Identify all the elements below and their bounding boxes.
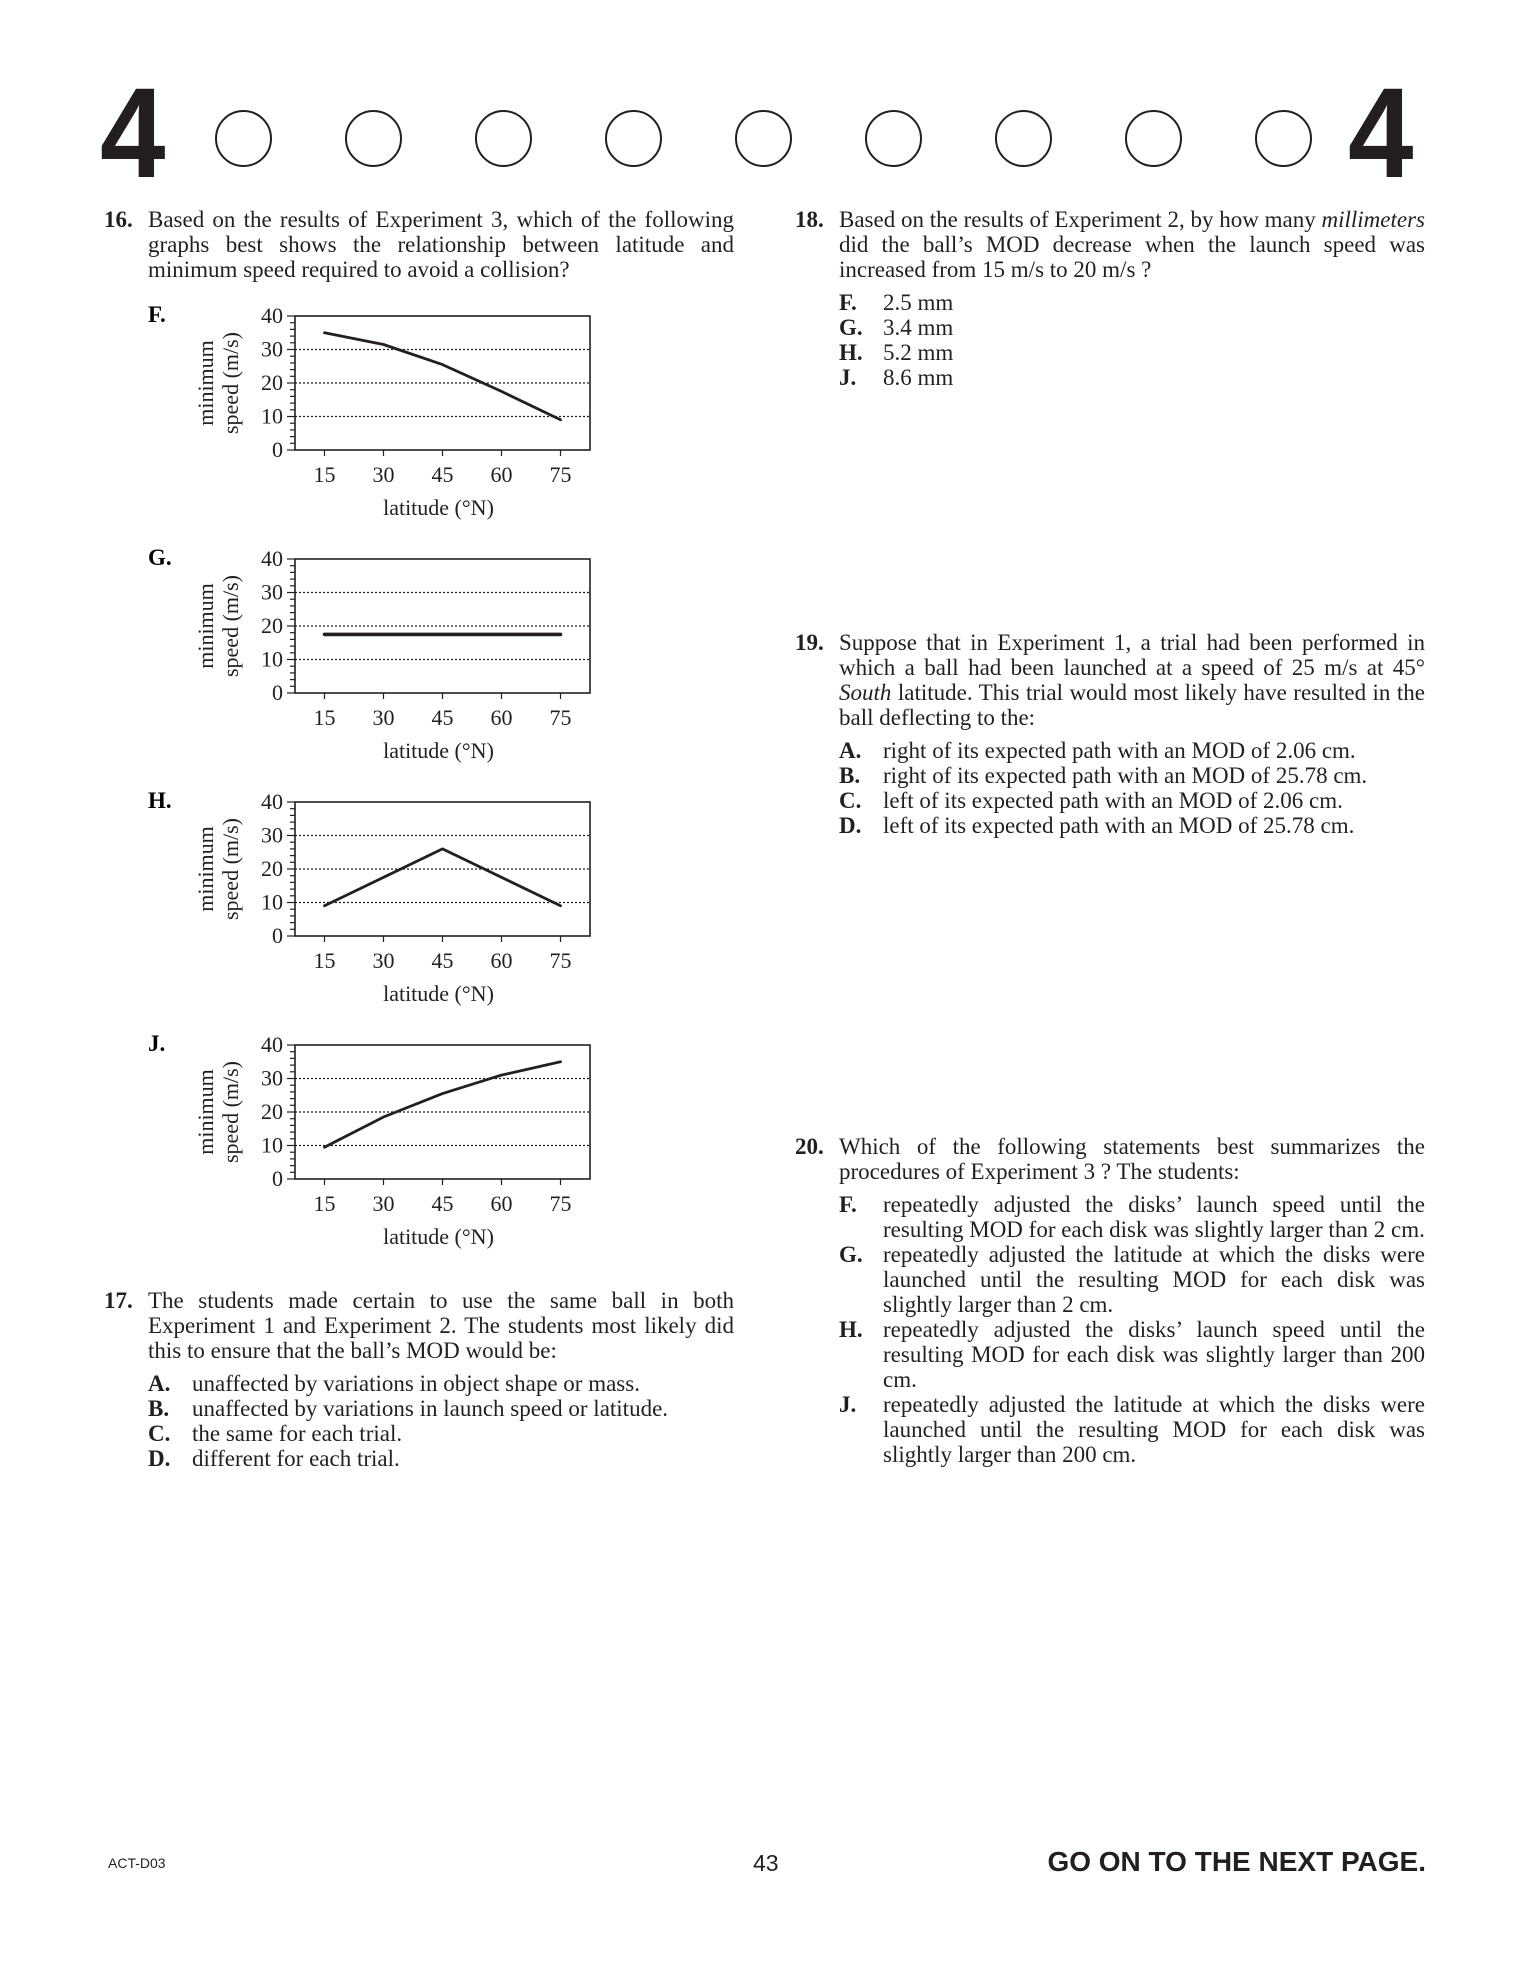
y-axis-title-line2: speed (m/s) [218,331,243,435]
option-text: 3.4 mm [883,315,954,340]
y-tick-label: 20 [261,370,283,395]
x-tick-label: 75 [549,948,572,973]
x-tick-label: 45 [431,462,454,487]
stem-emphasis: millimeters [1321,207,1425,232]
x-tick-label: 30 [372,948,395,973]
x-axis-title: latitude (°N) [383,495,494,520]
y-axis-title-line1: minimum [193,826,218,912]
y-tick-label: 40 [261,1032,283,1057]
question-20 [795,1134,1425,1467]
answer-option-j[interactable] [839,1392,1425,1467]
chart-option-h[interactable] [140,786,600,1026]
y-axis-title-line2: speed (m/s) [218,1060,243,1164]
x-tick-label: 30 [372,462,395,487]
y-tick-label: 10 [261,1132,283,1158]
x-axis-title: latitude (°N) [383,981,494,1006]
go-on-notice: GO ON TO THE NEXT PAGE. [1047,1846,1426,1877]
answer-option-d[interactable] [148,1446,734,1471]
y-tick-label: 30 [261,336,283,362]
header-circle [1125,110,1182,167]
answer-options [148,1371,734,1471]
form-code: ACT-D03 [108,1855,166,1871]
question-number: 19. [795,630,824,655]
header-circle [865,110,922,167]
x-tick-label: 15 [313,948,336,973]
answer-option-h[interactable] [839,1317,1425,1392]
answer-option-a[interactable] [148,1371,734,1396]
question-number: 17. [104,1288,133,1313]
option-letter: C. [839,788,862,813]
option-letter: B. [148,1396,170,1421]
answer-options [839,738,1425,838]
option-text: the same for each trial. [192,1421,403,1446]
question-16 [104,207,734,282]
x-tick-label: 75 [549,462,572,487]
chart-option-letter: G. [148,545,172,570]
y-axis-title-line2: speed (m/s) [218,817,243,921]
option-text: repeatedly adjusted the latitude at which the disks were launched until the resulting MOD for each disk was slightly larger than 200 cm. [883,1392,1425,1467]
x-tick-label: 15 [313,462,336,487]
header-circle [475,110,532,167]
x-tick-label: 15 [313,1191,336,1216]
x-tick-label: 75 [549,1191,572,1216]
header-circle [215,110,272,167]
option-letter: H. [839,1317,863,1342]
chart-option-letter: F. [148,302,166,327]
question-number: 20. [795,1134,824,1159]
option-text: left of its expected path with an MOD of 25.78 cm. [883,813,1355,838]
y-tick-label: 0 [272,923,283,948]
answer-option-f[interactable] [839,290,1425,315]
y-tick-label: 30 [261,579,283,605]
option-letter: J. [839,1392,857,1417]
y-tick-label: 10 [261,646,283,672]
option-text: right of its expected path with an MOD of 25.78 cm. [883,763,1368,788]
answer-option-g[interactable] [839,1242,1425,1317]
y-tick-label: 30 [261,1065,283,1091]
header-circle [345,110,402,167]
question-stem: Which of the following statements best summarizes the procedures of Experiment 3 ? The students: [839,1134,1425,1184]
option-letter: C. [148,1421,171,1446]
x-tick-label: 60 [490,462,513,487]
y-tick-label: 30 [261,822,283,848]
header-circle [605,110,662,167]
chart-option-f[interactable] [140,300,600,540]
option-letter: G. [839,315,863,340]
x-tick-label: 60 [490,948,513,973]
stem-text: Based on the results of Experiment 2, by how many [839,207,1322,232]
x-tick-label: 45 [431,1191,454,1216]
stem-text: latitude. This trial would most likely have resulted in the ball deflecting to the: [839,680,1425,730]
answer-options [839,1192,1425,1467]
option-letter: A. [148,1371,171,1396]
chart-option-g[interactable] [140,543,600,783]
chart-svg [140,300,600,540]
stem-emphasis: South [839,680,892,705]
question-19 [795,630,1425,838]
question-stem [839,207,1425,282]
y-tick-label: 20 [261,856,283,881]
answer-option-d[interactable] [839,813,1425,838]
option-text: 5.2 mm [883,340,954,365]
option-text: repeatedly adjusted the latitude at which the disks were launched until the resulting MOD for each disk was slightly larger than 2 cm. [883,1242,1425,1317]
y-axis-title-line1: minimum [193,583,218,669]
option-text: left of its expected path with an MOD of 2.06 cm. [883,788,1343,813]
option-letter: F. [839,1192,857,1217]
y-tick-label: 0 [272,680,283,705]
option-letter: F. [839,290,857,315]
question-number: 16. [104,207,133,232]
y-tick-label: 40 [261,546,283,571]
option-text: right of its expected path with an MOD of 2.06 cm. [883,738,1356,763]
answer-option-j[interactable] [839,365,1425,390]
answer-options [839,290,1425,390]
x-tick-label: 45 [431,948,454,973]
option-letter: B. [839,763,861,788]
x-tick-label: 60 [490,1191,513,1216]
option-text: unaffected by variations in launch speed or latitude. [192,1396,669,1421]
option-text: repeatedly adjusted the disks’ launch speed until the resulting MOD for each disk was slightly larger than 200 cm. [883,1317,1425,1392]
y-tick-label: 20 [261,1099,283,1124]
stem-text: did the ball’s MOD decrease when the launch speed was increased from 15 m/s to 20 m/s ? [839,232,1425,282]
y-tick-label: 0 [272,1166,283,1191]
header-circle [735,110,792,167]
option-text: 2.5 mm [883,290,954,315]
chart-option-letter: H. [148,788,172,813]
chart-option-letter: J. [148,1031,166,1056]
section-number-right: 4 [1348,62,1414,205]
question-stem: Based on the results of Experiment 3, which of the following graphs best shows the relationship between latitude and minimum speed required to avoid a collision? [148,207,734,282]
x-tick-label: 15 [313,705,336,730]
page-number: 43 [753,1850,779,1876]
answer-option-f[interactable] [839,1192,1425,1242]
y-tick-label: 10 [261,889,283,915]
question-stem: The students made certain to use the same ball in both Experiment 1 and Experiment 2. The students most likely did this to ensure that the ball’s MOD would be: [148,1288,734,1363]
option-letter: D. [148,1446,171,1471]
series-line [325,1062,561,1147]
question-number: 18. [795,207,824,232]
x-tick-label: 30 [372,705,395,730]
option-text: 8.6 mm [883,365,954,390]
option-text: repeatedly adjusted the disks’ launch speed until the resulting MOD for each disk was slightly larger than 2 cm. [883,1192,1425,1242]
y-axis-title-line1: minimum [193,340,218,426]
chart-svg [140,786,600,1026]
series-line [325,333,561,420]
answer-option-b[interactable] [839,763,1425,788]
section-number-left: 4 [100,62,166,205]
question-17 [104,1288,734,1471]
series-line [325,849,561,906]
question-stem [839,630,1425,730]
chart-svg [140,543,600,783]
x-tick-label: 30 [372,1191,395,1216]
answer-option-c[interactable] [148,1421,734,1446]
header-circle [1255,110,1312,167]
option-letter: H. [839,340,863,365]
chart-option-j[interactable] [140,1029,600,1269]
answer-option-a[interactable] [839,738,1425,763]
y-axis-title-line2: speed (m/s) [218,574,243,678]
option-letter: J. [839,365,857,390]
x-tick-label: 75 [549,705,572,730]
y-tick-label: 40 [261,789,283,814]
answer-option-h[interactable] [839,340,1425,365]
y-tick-label: 20 [261,613,283,638]
x-axis-title: latitude (°N) [383,1224,494,1249]
x-axis-title: latitude (°N) [383,738,494,763]
option-letter: D. [839,813,862,838]
answer-option-g[interactable] [839,315,1425,340]
stem-text: Suppose that in Experiment 1, a trial had been performed in which a ball had been launched at a speed of 25 m/s at 45° [839,630,1425,680]
option-text: unaffected by variations in object shape or mass. [192,1371,640,1396]
y-tick-label: 10 [261,403,283,429]
chart-svg [140,1029,600,1269]
answer-option-b[interactable] [148,1396,734,1421]
header-circle [995,110,1052,167]
x-tick-label: 60 [490,705,513,730]
y-tick-label: 0 [272,437,283,462]
question-18 [795,207,1425,390]
option-text: different for each trial. [192,1446,400,1471]
x-tick-label: 45 [431,705,454,730]
y-tick-label: 40 [261,303,283,328]
option-letter: G. [839,1242,863,1267]
option-letter: A. [839,738,862,763]
answer-option-c[interactable] [839,788,1425,813]
y-axis-title-line1: minimum [193,1069,218,1155]
